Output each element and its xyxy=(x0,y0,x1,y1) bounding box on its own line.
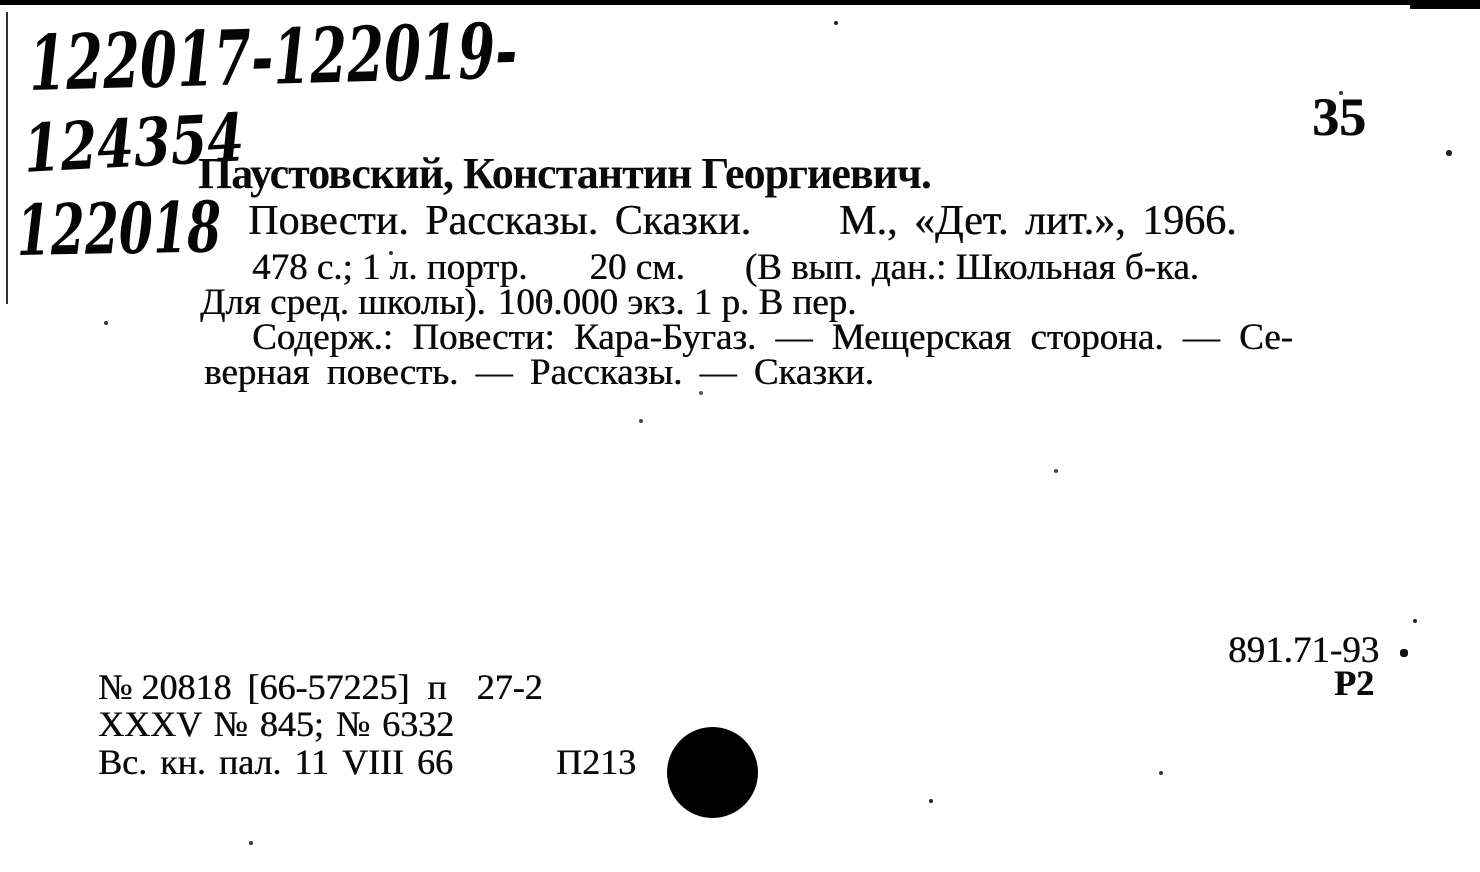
classification-udc: 891.71-93 xyxy=(1228,630,1380,671)
edition-info: 100.000 экз. 1 р. В пер. xyxy=(497,282,857,323)
collation-size: 20 см. xyxy=(589,247,685,288)
collation-line xyxy=(252,249,1199,286)
letter-mark: п xyxy=(427,667,447,707)
author-heading: Паустовский, Константин Георгиевич. xyxy=(198,149,931,198)
handwritten-accession-number-3: 122018 xyxy=(15,185,222,272)
card-left-edge-artifact xyxy=(6,12,8,304)
collation-pages: 478 с.; 1 л. портр. xyxy=(252,247,528,288)
registry-line: XXXV № 845; № 6332 xyxy=(98,704,455,744)
order-number: № 20818 xyxy=(98,667,232,707)
title-imprint-line xyxy=(248,200,1236,242)
batch-number: [66-57225] xyxy=(247,667,410,707)
code-number: 27-2 xyxy=(476,667,543,707)
classification-author-mark: Р2 xyxy=(1334,663,1374,703)
book-chamber-line: Вс. кн. пал. 11 VIII 66 xyxy=(98,742,453,782)
series-note-end: Для сред. школы). xyxy=(200,282,486,323)
contents-line-2: верная повесть. — Рассказы. — Сказки. xyxy=(204,352,874,393)
series-edition-line xyxy=(200,284,856,321)
series-note-start: (В вып. дан.: Школьная б-ка. xyxy=(744,247,1199,288)
imprint-text: М., «Дет. лит.», 1966. xyxy=(838,198,1237,244)
contents-line-1: Содерж.: Повести: Кара-Бугаз. — Мещерская сторона. — Се- xyxy=(252,317,1293,358)
title-text: Повести. Рассказы. Сказки. xyxy=(248,198,751,244)
handwritten-accession-number-2: 124354 xyxy=(21,98,246,188)
card-top-edge-artifact xyxy=(0,0,1480,5)
call-number: П213 xyxy=(556,742,636,782)
punch-hole xyxy=(667,727,758,818)
order-number-line xyxy=(98,669,543,705)
card-sequence-number: 35 xyxy=(1312,87,1366,147)
handwritten-accession-range: 122017-122019- xyxy=(27,6,519,108)
scan-noise-speckles xyxy=(0,0,2,2)
